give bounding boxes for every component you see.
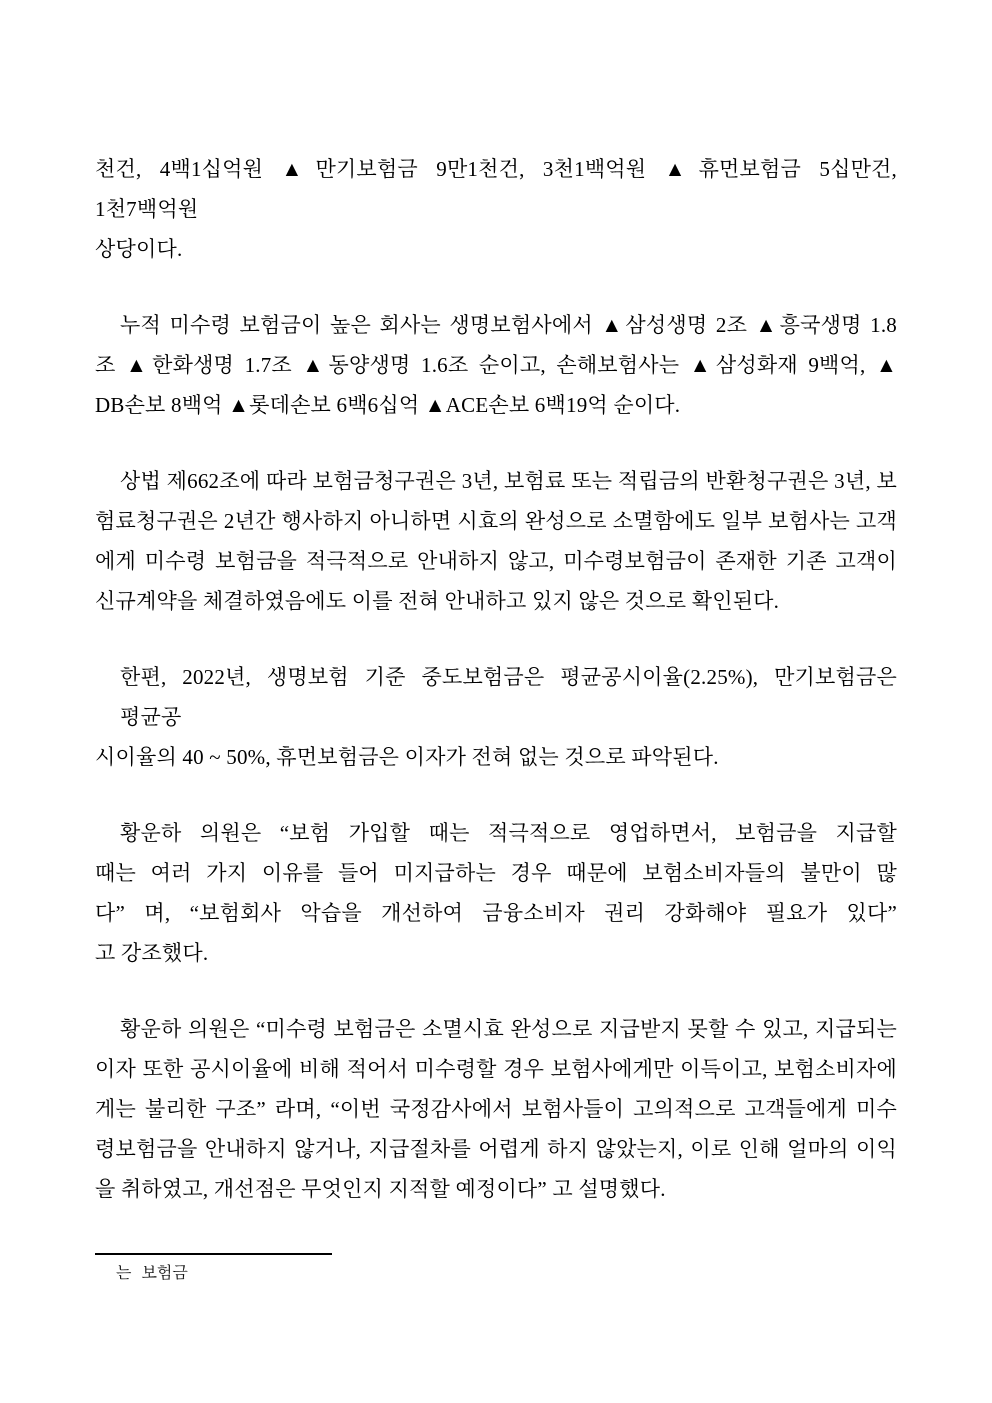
text-line: 이자 또한 공시이율에 비해 적어서 미수령할 경우 보험사에게만 이득이고, 보험소비자에 [95,1057,897,1081]
paragraph [95,657,897,777]
text-line: 상당이다. [95,237,183,261]
text-line: 누적 미수령 보험금이 높은 회사는 생명보험사에서 ▲삼성생명 2조 ▲흥국생명 1.8 [120,313,897,337]
text-line: DB손보 8백억 ▲롯데손보 6백6십억 ▲ACE손보 6백19억 순이다. [95,393,681,417]
paragraph [95,813,897,973]
paragraph [95,305,897,425]
text-line: 에게 미수령 보험금을 적극적으로 안내하지 않고, 미수령보험금이 존재한 기존 고객이 [95,549,897,573]
footnote-text: 는 보험금 [116,1265,188,1282]
text-line: 상법 제662조에 따라 보험금청구권은 3년, 보험료 또는 적립금의 반환청구권은 3년, 보 [120,469,897,493]
text-line: 고 강조했다. [95,941,209,965]
paragraph [95,1009,897,1209]
footnote-separator-rule [95,1253,332,1255]
text-line: 신규계약을 체결하였음에도 이를 전혀 안내하고 있지 않은 것으로 확인된다. [95,589,780,613]
text-line: 천건, 4백1십억원 ▲만기보험금 9만1천건, 3천1백억원 ▲휴먼보험금 5십만건, 1천7백억원 [95,157,897,221]
text-line: 령보험금을 안내하지 않거나, 지급절차를 어렵게 하지 않았는지, 이로 인해 얼마의 이익 [95,1137,897,1161]
paragraph [95,149,897,269]
document-body [95,149,897,1245]
text-line: 황운하 의원은 “미수령 보험금은 소멸시효 완성으로 지급받지 못할 수 있고, 지급되는 [120,1017,897,1041]
text-line: 조 ▲한화생명 1.7조 ▲동양생명 1.6조 순이고, 손해보험사는 ▲삼성화재 9백억, ▲ [95,353,897,377]
text-line: 다” 며, “보험회사 악습을 개선하여 금융소비자 권리 강화해야 필요가 있다” [95,901,897,925]
text-line: 때는 여러 가지 이유를 들어 미지급하는 경우 때문에 보험소비자들의 불만이 많 [95,861,897,885]
text-line: 게는 불리한 구조” 라며, “이번 국정감사에서 보험사들이 고의적으로 고객들에게 미수 [95,1097,897,1121]
text-line: 시이율의 40 ~ 50%, 휴먼보험금은 이자가 전혀 없는 것으로 파악된다. [95,745,719,769]
paragraph [95,461,897,621]
text-line: 한편, 2022년, 생명보험 기준 중도보험금은 평균공시이율(2.25%), 만기보험금은 평균공 [120,665,897,729]
text-line: 황운하 의원은 “보험 가입할 때는 적극적으로 영업하면서, 보험금을 지급할 [120,821,897,845]
text-line: 을 취하였고, 개선점은 무엇인지 지적할 예정이다” 고 설명했다. [95,1177,666,1201]
text-line: 험료청구권은 2년간 행사하지 아니하면 시효의 완성으로 소멸함에도 일부 보험사는 고객 [95,509,897,533]
